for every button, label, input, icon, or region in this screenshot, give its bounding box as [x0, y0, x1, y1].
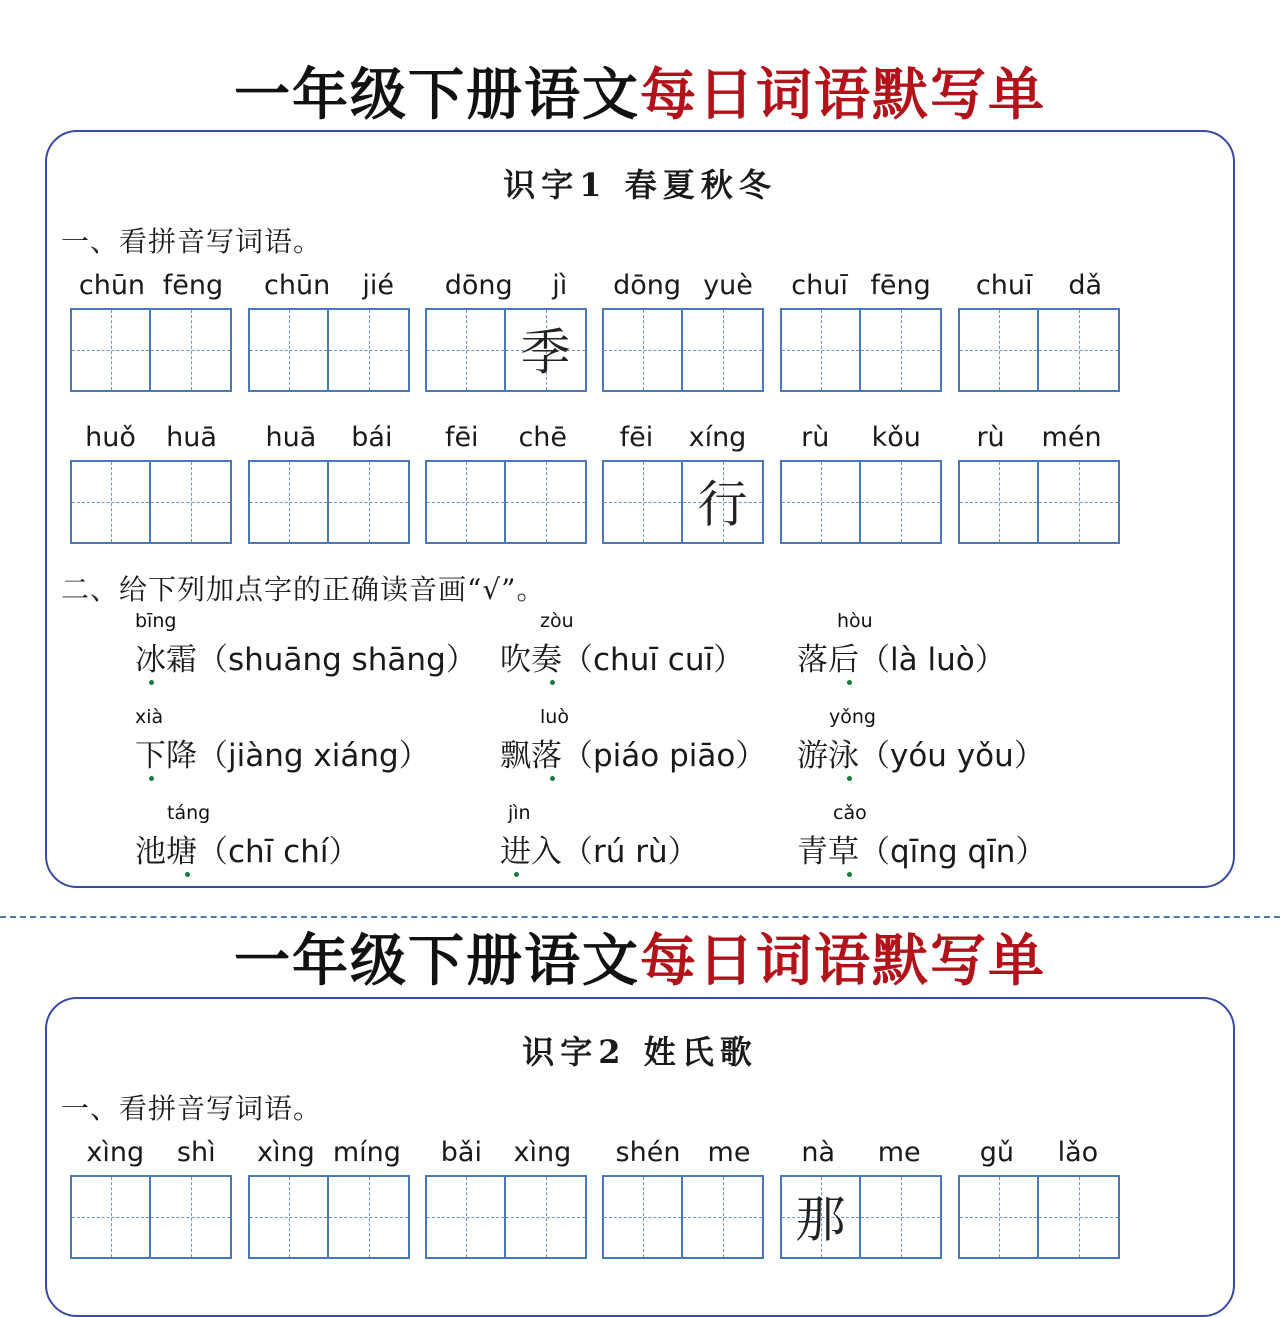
- emphasis-dot: [185, 872, 190, 877]
- title-black: 一年级下册语文: [234, 929, 640, 994]
- pinyin: [248, 422, 410, 456]
- pinyin-options[interactable]: （chuī cuī）: [562, 642, 745, 678]
- pinyin-syllable: me: [877, 1137, 921, 1168]
- emphasis-dot: [550, 680, 555, 685]
- pinyin: [780, 270, 942, 304]
- pinyin-syllable: huǒ: [85, 422, 136, 453]
- pronunciation-item: [797, 610, 1157, 680]
- writing-cell[interactable]: [602, 1175, 683, 1259]
- emphasis-dot: [847, 776, 852, 781]
- writing-cell[interactable]: [861, 460, 942, 544]
- pinyin-syllable: nà: [801, 1137, 836, 1168]
- pinyin: [425, 1137, 587, 1171]
- emphasis-dot: [149, 680, 154, 685]
- pinyin-syllable: bǎi: [440, 1137, 482, 1168]
- pinyin-syllable: lǎo: [1057, 1137, 1099, 1168]
- pinyin-syllable: dōng: [613, 270, 682, 301]
- hint-pinyin: hòu: [837, 610, 873, 632]
- pinyin-syllable: gǔ: [979, 1137, 1015, 1168]
- writing-cell[interactable]: [683, 460, 764, 544]
- pinyin-syllable: míng: [332, 1137, 401, 1168]
- writing-grid: [248, 1175, 410, 1259]
- writing-cell[interactable]: [70, 1175, 151, 1259]
- pinyin: [602, 1137, 764, 1171]
- writing-grid: [780, 1175, 942, 1259]
- writing-cell[interactable]: [780, 460, 861, 544]
- pinyin-syllable: huā: [166, 422, 217, 453]
- writing-grid: [602, 460, 764, 544]
- target-word: 吹奏: [500, 642, 562, 678]
- pinyin-syllable: chuī: [791, 270, 848, 301]
- pinyin-syllable: fēi: [619, 422, 654, 453]
- pinyin: [248, 1137, 410, 1171]
- written-character: 季: [520, 323, 571, 382]
- hint-pinyin: cǎo: [833, 802, 867, 824]
- writing-cell[interactable]: [151, 308, 232, 392]
- exercise-card: [45, 130, 1235, 888]
- pinyin-syllable: fēng: [162, 270, 224, 301]
- pinyin-syllable: xìng: [513, 1137, 572, 1168]
- hint-pinyin: luò: [540, 706, 569, 728]
- pinyin: [958, 270, 1120, 304]
- pinyin-syllable: mén: [1041, 422, 1102, 453]
- pinyin-options[interactable]: （rú rù）: [562, 834, 699, 870]
- writing-cell[interactable]: [329, 1175, 410, 1259]
- writing-cell[interactable]: [958, 460, 1039, 544]
- pinyin-options[interactable]: （chī chí）: [197, 834, 360, 870]
- writing-cell[interactable]: [958, 308, 1039, 392]
- section-write-words: 一、看拼音写词语。: [61, 1092, 323, 1125]
- pinyin: [602, 270, 764, 304]
- emphasis-dot: [149, 776, 154, 781]
- lesson-title: 识字2 姓氏歌: [522, 1033, 758, 1071]
- title-red: 每日词语默写单: [640, 929, 1046, 994]
- writing-cell[interactable]: [683, 1175, 764, 1259]
- pinyin-syllable: dǎ: [1068, 270, 1103, 301]
- writing-grid: [248, 308, 410, 392]
- section-write-words: 一、看拼音写词语。: [61, 225, 323, 258]
- emphasis-dot: [847, 680, 852, 685]
- writing-cell[interactable]: [425, 460, 506, 544]
- writing-grid: [958, 308, 1120, 392]
- section-choose-pronunciation: 二、给下列加点字的正确读音画“√”。: [61, 573, 546, 606]
- writing-grid: [780, 308, 942, 392]
- worksheet-title: [0, 56, 1280, 136]
- writing-cell[interactable]: [329, 308, 410, 392]
- pinyin-options[interactable]: （qīng qīn）: [859, 834, 1047, 870]
- target-word: 游泳: [797, 738, 859, 774]
- pinyin: [70, 422, 232, 456]
- writing-cell[interactable]: [506, 308, 587, 392]
- pinyin-options[interactable]: （shuāng shāng）: [197, 642, 477, 678]
- written-character: 那: [795, 1190, 846, 1249]
- pinyin-options[interactable]: （là luò）: [859, 642, 1006, 678]
- pinyin: [425, 422, 587, 456]
- written-character: 行: [697, 475, 748, 534]
- pinyin: [780, 1137, 942, 1171]
- pinyin-syllable: xìng: [86, 1137, 145, 1168]
- writing-cell[interactable]: [1039, 308, 1120, 392]
- target-word: 池塘: [135, 834, 197, 870]
- hint-pinyin: bīng: [135, 610, 177, 632]
- writing-cell[interactable]: [861, 1175, 942, 1259]
- pinyin-syllable: jié: [362, 270, 394, 301]
- pronunciation-item: [797, 706, 1157, 776]
- pronunciation-item: [135, 802, 495, 872]
- writing-cell[interactable]: [151, 1175, 232, 1259]
- writing-cell[interactable]: [70, 308, 151, 392]
- pinyin-syllable: me: [707, 1137, 751, 1168]
- writing-cell[interactable]: [425, 1175, 506, 1259]
- title-black: 一年级下册语文: [234, 63, 640, 128]
- writing-grid: [248, 460, 410, 544]
- pinyin-syllable: jì: [552, 270, 568, 301]
- pinyin-syllable: chē: [518, 422, 568, 453]
- writing-cell[interactable]: [248, 460, 329, 544]
- writing-grid: [425, 460, 587, 544]
- writing-cell[interactable]: [329, 460, 410, 544]
- emphasis-dot: [847, 872, 852, 877]
- pinyin-syllable: rù: [801, 422, 830, 453]
- hint-pinyin: táng: [167, 802, 211, 824]
- hint-pinyin: zòu: [540, 610, 574, 632]
- pinyin: [70, 1137, 232, 1171]
- pinyin-syllable: fēi: [444, 422, 479, 453]
- pinyin-syllable: fēng: [870, 270, 931, 301]
- writing-grid: [425, 308, 587, 392]
- writing-grid: [70, 1175, 232, 1259]
- target-word: 落后: [797, 642, 859, 678]
- pinyin-syllable: kǒu: [871, 422, 921, 453]
- emphasis-dot: [514, 872, 519, 877]
- pinyin-syllable: chuī: [975, 270, 1033, 301]
- writing-cell[interactable]: [70, 460, 151, 544]
- writing-cell[interactable]: [861, 308, 942, 392]
- target-word: 下降: [135, 738, 197, 774]
- title-red: 每日词语默写单: [640, 63, 1046, 128]
- writing-cell[interactable]: [780, 1175, 861, 1259]
- writing-grid: [425, 1175, 587, 1259]
- writing-grid: [70, 308, 232, 392]
- writing-cell[interactable]: [602, 460, 683, 544]
- pronunciation-item: [135, 610, 495, 680]
- writing-cell[interactable]: [1039, 1175, 1120, 1259]
- writing-cell[interactable]: [780, 308, 861, 392]
- target-word: 冰霜: [135, 642, 197, 678]
- writing-cell[interactable]: [506, 460, 587, 544]
- writing-cell[interactable]: [425, 308, 506, 392]
- pinyin-options[interactable]: （yóu yǒu）: [859, 738, 1045, 774]
- pinyin: [958, 1137, 1120, 1171]
- writing-cell[interactable]: [958, 1175, 1039, 1259]
- pinyin-syllable: shén: [615, 1137, 681, 1168]
- exercise-card: [45, 997, 1235, 1317]
- pinyin: [780, 422, 942, 456]
- pronunciation-item: [135, 706, 495, 776]
- lesson-title: 识字1 春夏秋冬: [503, 166, 777, 204]
- pinyin: [958, 422, 1120, 456]
- hint-pinyin: yǒng: [829, 706, 876, 728]
- writing-cell[interactable]: [248, 1175, 329, 1259]
- writing-grid: [602, 308, 764, 392]
- pinyin-syllable: rù: [976, 422, 1005, 453]
- pinyin-options[interactable]: （jiàng xiáng）: [197, 738, 430, 774]
- hint-pinyin: jìn: [508, 802, 531, 824]
- pinyin: [425, 270, 587, 304]
- pinyin-syllable: shì: [176, 1137, 216, 1168]
- pinyin: [602, 422, 764, 456]
- target-word: 青草: [797, 834, 859, 870]
- emphasis-dot: [550, 776, 555, 781]
- writing-cell[interactable]: [683, 308, 764, 392]
- pinyin: [248, 270, 410, 304]
- pinyin-syllable: yuè: [703, 270, 753, 301]
- writing-cell[interactable]: [248, 308, 329, 392]
- target-word: 飘落: [500, 738, 562, 774]
- writing-grid: [780, 460, 942, 544]
- target-word: 进入: [500, 834, 562, 870]
- writing-grid: [70, 460, 232, 544]
- pinyin-syllable: chūn: [78, 270, 146, 301]
- pinyin-syllable: xìng: [257, 1137, 315, 1168]
- writing-grid: [958, 1175, 1120, 1259]
- writing-cell[interactable]: [151, 460, 232, 544]
- writing-grid: [958, 460, 1120, 544]
- pinyin-syllable: bái: [351, 422, 393, 453]
- pinyin-syllable: huā: [265, 422, 317, 453]
- cut-line: [0, 916, 1280, 918]
- pinyin-syllable: chūn: [264, 270, 331, 301]
- worksheet-title: [0, 922, 1280, 1002]
- writing-grid: [602, 1175, 764, 1259]
- pronunciation-item: [797, 802, 1157, 872]
- pinyin: [70, 270, 232, 304]
- writing-cell[interactable]: [602, 308, 683, 392]
- pinyin-syllable: dōng: [444, 270, 513, 301]
- writing-cell[interactable]: [506, 1175, 587, 1259]
- hint-pinyin: xià: [135, 706, 164, 728]
- pinyin-syllable: xíng: [688, 422, 747, 453]
- pinyin-options[interactable]: （piáo piāo）: [562, 738, 767, 774]
- writing-cell[interactable]: [1039, 460, 1120, 544]
